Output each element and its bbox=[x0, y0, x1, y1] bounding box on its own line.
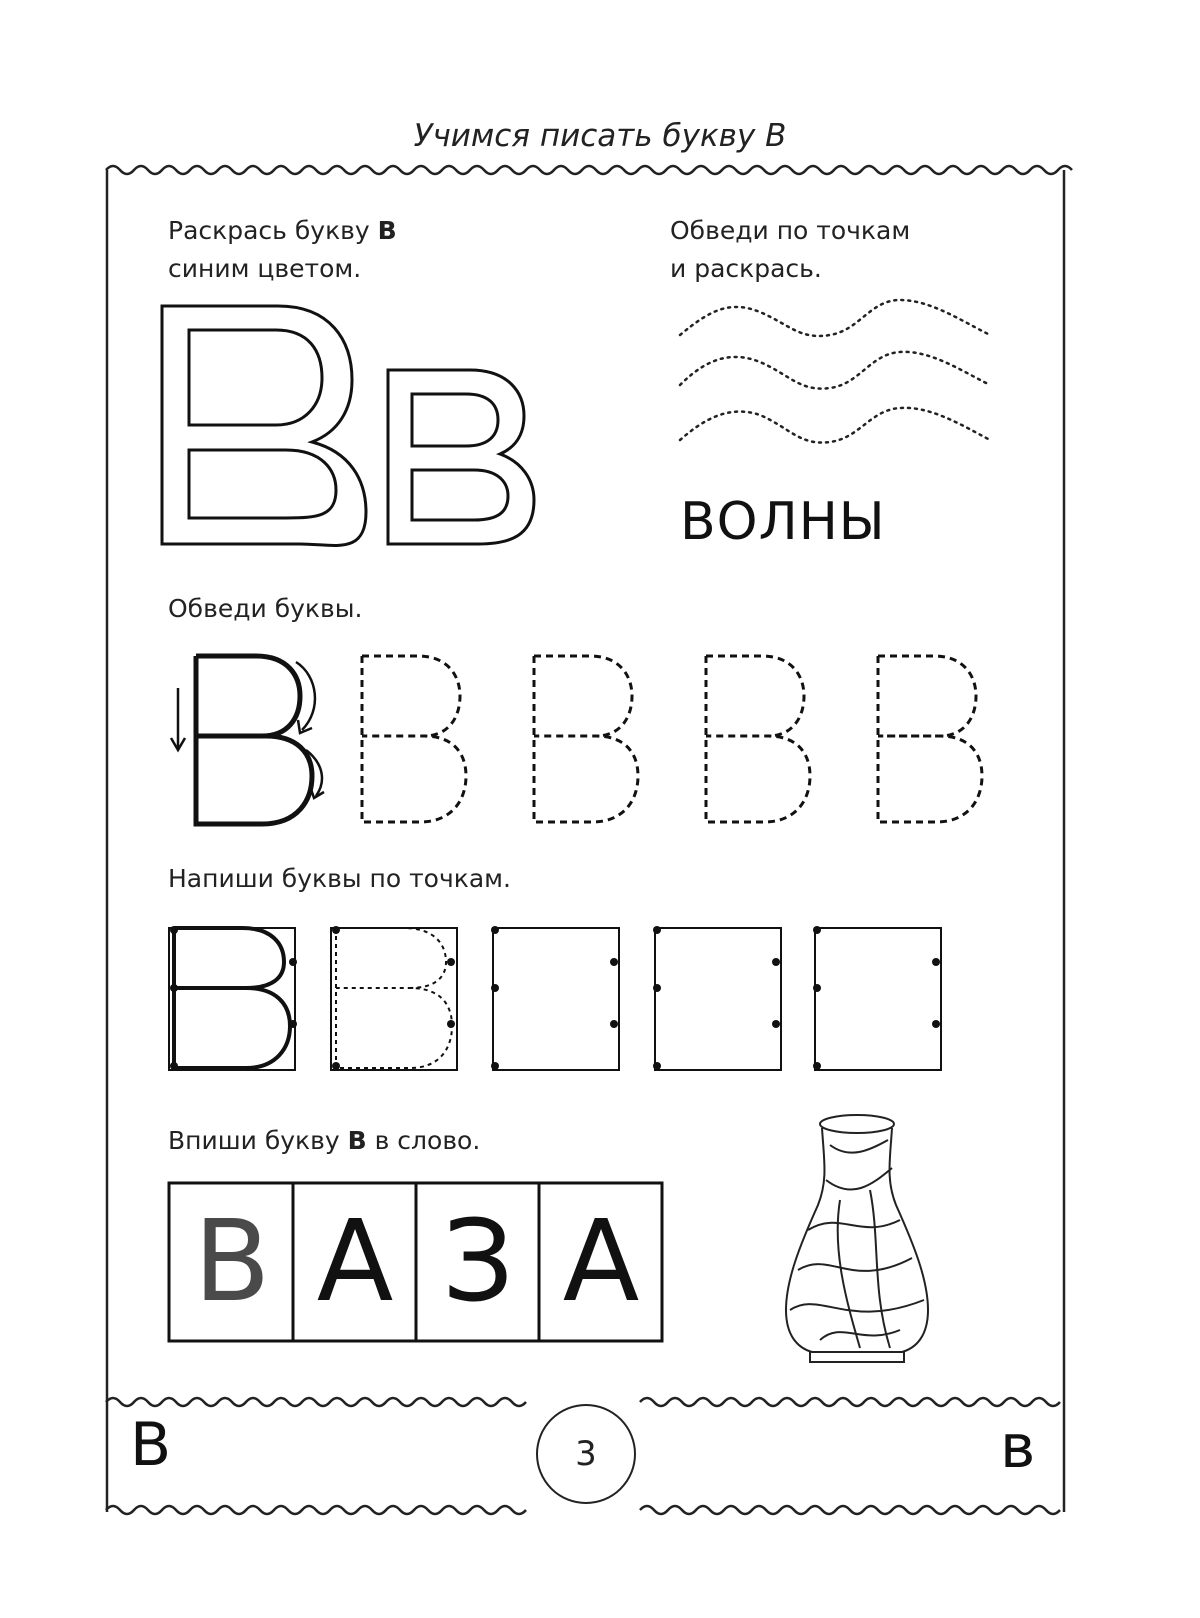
word-cell-1: В bbox=[193, 1197, 271, 1327]
dotted-wave-lines bbox=[680, 300, 990, 443]
page-title: Учимся писать букву В bbox=[413, 118, 787, 154]
task-color-letter-bold: В bbox=[377, 216, 397, 245]
footer-top-border-right bbox=[640, 1398, 1060, 1406]
dashed-trace-letters bbox=[362, 656, 982, 822]
task-color-text-2: синим цветом. bbox=[168, 254, 362, 283]
footer-top-border-left bbox=[106, 1398, 526, 1406]
vase-picture bbox=[786, 1115, 928, 1362]
page-number: 3 bbox=[536, 1404, 636, 1504]
writing-sample-letter bbox=[174, 928, 290, 1068]
task-color-text: Раскрась букву bbox=[168, 216, 378, 245]
word-cell-4: А bbox=[562, 1197, 640, 1327]
trace-model-letter bbox=[196, 656, 312, 824]
task-waves-line2: и раскрась. bbox=[670, 254, 822, 283]
task-write-by-dots: Напиши буквы по точкам. bbox=[168, 864, 511, 893]
task-color-letter bbox=[168, 212, 397, 288]
task-insert-text: Впиши букву bbox=[168, 1126, 348, 1155]
word-cell-3: З bbox=[442, 1197, 514, 1327]
word-waves: ВОЛНЫ bbox=[680, 492, 886, 552]
word-cell-2: А bbox=[316, 1197, 394, 1327]
task-waves-line1: Обведи по точкам bbox=[670, 216, 911, 245]
footer-bottom-border-left bbox=[106, 1506, 526, 1514]
writing-dotted-letter bbox=[336, 928, 452, 1068]
task-trace-letters: Обведи буквы. bbox=[168, 594, 363, 623]
task-trace-waves bbox=[670, 212, 910, 288]
outline-letter-lowercase bbox=[388, 370, 534, 544]
footer-lowercase-letter: в bbox=[1000, 1412, 1036, 1482]
footer-uppercase-letter: В bbox=[130, 1410, 172, 1480]
outline-letter-uppercase bbox=[162, 306, 366, 545]
task-insert-letter-bold: В bbox=[347, 1126, 367, 1155]
footer-bottom-border-right bbox=[640, 1506, 1060, 1514]
task-insert-letter bbox=[168, 1122, 480, 1160]
task-insert-text-after: в слово. bbox=[366, 1126, 481, 1155]
top-wavy-border bbox=[106, 166, 1072, 174]
